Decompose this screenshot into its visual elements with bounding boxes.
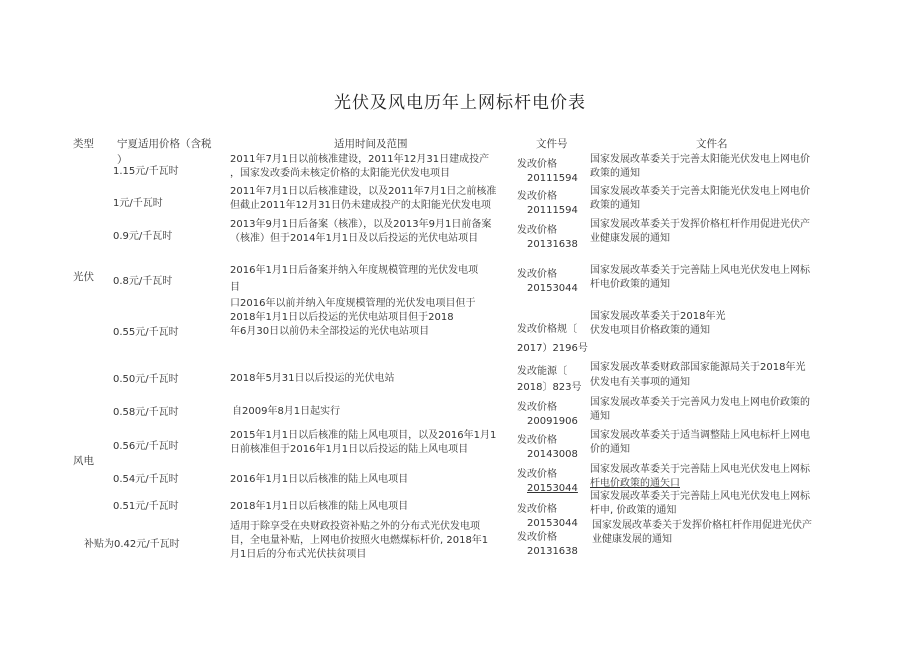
row-scope: 2016年1月1日后备案并纳入年度规模管理的光伏发电项 目 — [230, 265, 479, 293]
row-doc-name: 国家发展改革委财政部国家能源局关于2018年光 伏发电有关事项的通知 — [590, 362, 806, 388]
row-doc-name: 国家发展改革委关于完善太阳能光伏发电上网电价 政策的通知 — [590, 186, 810, 211]
header-doc-name: 文件名 — [696, 138, 728, 150]
row-doc-name: 国家发展改革委关于完善太阳能光伏发电上网电价 政策的通知 — [590, 154, 810, 179]
row-doc-name: 国家发展改革委关于完善陆上风电光伏发电上网标 杆电价政策的通知 — [590, 265, 810, 290]
row-price: 0.8元/千瓦时 — [113, 276, 173, 287]
row-scope: 2015年1月1日以后核准的陆上风电项目，以及2016年1月1 日前核准但于2016年1月1日以后投运的陆上风电项目 — [230, 430, 497, 455]
row-doc-name: 国家发展改革委关于完善陆上风电光伏发电上网标 杆申, 价政策的通知 — [590, 491, 810, 516]
category-wind: 风电 — [73, 455, 94, 467]
row-doc-no: 发改价格 20153044 — [517, 269, 578, 294]
row-price: 0.55元/千瓦时 — [113, 327, 179, 338]
row-price: 1.15元/千瓦时 — [113, 166, 179, 177]
row-doc-no: 发改价格 20131638 — [517, 225, 578, 250]
row-price: 1元/千瓦时 — [113, 198, 163, 209]
row-doc-name: 国家发展改革委关于完善陆上风电光伏发电上网标 杆电价政策的通矢口 — [590, 464, 810, 489]
row-doc-no: 发改价格 20131638 — [517, 532, 578, 555]
row-scope: 2011年7月1日以后核准建设，以及2011年7月1日之前核准 但截止2011年12月31日仍未建成投产的太阳能光伏发电项 — [230, 186, 497, 211]
row-doc-no: 发改能源〔 2018〕823号 — [517, 366, 582, 393]
row-doc-name: 国家发展改革委关于完善风力发电上网电价政策的 通知 — [590, 397, 810, 422]
row-doc-no: 发改价格 20111594 — [517, 191, 578, 216]
row-price: 0.58元/千瓦时 — [113, 407, 179, 418]
row-scope: 2016年1月1日以后核准的陆上风电项目 — [230, 474, 409, 485]
row-scope: 自2009年8月1日起实行 — [232, 406, 341, 417]
row-price: 0.56元/千瓦时 — [113, 441, 179, 452]
row-doc-no: 发改价格 20143008 — [517, 435, 578, 460]
row-doc-no: 发改价格 20153044 — [517, 469, 578, 494]
row-scope: 2011年7月1日以前核准建设，2011年12月31日建成投产 ，国家发改委尚未核定价格的太阳能光伏发电项目 — [230, 154, 490, 179]
row-doc-no: 发改价格 20091906 — [517, 402, 578, 427]
row-price: 0.9元/千瓦时 — [113, 231, 173, 242]
row-doc-name: 国家发展改革委关于发挥价格杠杆作用促进光伏产 业健康发展的通知 — [590, 219, 810, 244]
header-type: 类型 — [73, 138, 94, 150]
row-price: 0.50元/千瓦时 — [113, 374, 179, 385]
row-scope: 2018年1月1日以后核准的陆上风电项目 — [230, 501, 409, 512]
row-doc-no: 发改价格 20153044 — [517, 504, 578, 529]
row-doc-name: 国家发展改革委关于发挥价格杠杆作用促进光伏产 业健康发展的通知 — [592, 520, 812, 545]
row-doc-no: 发改价格 20111594 — [517, 159, 578, 184]
header-scope: 适用时间及范围 — [334, 138, 408, 150]
row-price: 0.51元/千瓦时 — [113, 501, 179, 512]
page-title: 光伏及风电历年上网标杆电价表 — [334, 93, 586, 113]
category-pv: 光伏 — [73, 271, 94, 283]
header-doc-no: 文件号 — [536, 138, 568, 150]
row-scope: 2013年9月1日后备案（核准），以及2013年9月1日前备案 （核准）但于2014年1月1日及以后投运的光伏电站项目 — [230, 219, 492, 244]
row-scope: 口2016年以前并纳入年度规模管理的光伏发电项目但于 2018年1月1日以后投运的光伏电站项目但于2018 年6月30日以前仍未全部投运的光伏电站项目 — [230, 298, 476, 337]
row-doc-name: 国家发展改革委关于适当调整陆上风电标杆上网电 价的通知 — [590, 430, 810, 455]
row-scope: 2018年5月31日以后投运的光伏电站 — [230, 373, 395, 384]
row-price: 0.54元/千瓦时 — [113, 474, 179, 485]
row-doc-no: 发改价格规〔 2017）2196号 — [517, 324, 588, 354]
header-price-cont: ） — [117, 154, 128, 166]
row-scope: 适用于除享受在央财政投资补贴之外的分布式光伏发电项 目，全电量补贴，上网电价按照火电燃煤标杆价, 2018年1 月1日后的分布式光伏扶贫项目 — [230, 521, 489, 560]
header-price: 宁夏适用价格（含税 — [117, 138, 212, 150]
row-doc-name: 国家发展改革委关于2018年光 伏发电项目价格政策的通知 — [590, 311, 726, 336]
row-price: 补贴为0.42元/千瓦时 — [84, 539, 180, 550]
